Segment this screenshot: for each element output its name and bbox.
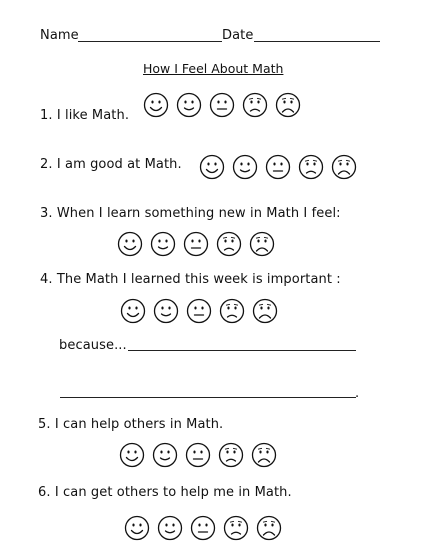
question-2-text: 2. I am good at Math. [40, 157, 182, 172]
very-sad-face-icon[interactable] [256, 515, 282, 541]
question-6-faces [124, 515, 282, 541]
question-6-text: 6. I can get others to help me in Math. [38, 485, 292, 500]
very-sad-face-icon[interactable] [249, 231, 275, 257]
happy-face-icon[interactable] [152, 442, 178, 468]
very-sad-face-icon[interactable] [331, 154, 357, 180]
very-happy-face-icon[interactable] [120, 298, 146, 324]
date-field-line[interactable] [254, 41, 380, 42]
neutral-face-icon[interactable] [265, 154, 291, 180]
neutral-face-icon[interactable] [183, 231, 209, 257]
question-1-faces [143, 92, 301, 118]
question-4-text: 4. The Math I learned this week is important : [40, 272, 341, 287]
happy-face-icon[interactable] [176, 92, 202, 118]
very-happy-face-icon[interactable] [143, 92, 169, 118]
sad-face-icon[interactable] [218, 442, 244, 468]
question-2-faces [199, 154, 357, 180]
question-5-faces [119, 442, 277, 468]
very-sad-face-icon[interactable] [251, 442, 277, 468]
happy-face-icon[interactable] [232, 154, 258, 180]
because-label: because... [59, 338, 127, 353]
sad-face-icon[interactable] [298, 154, 324, 180]
neutral-face-icon[interactable] [209, 92, 235, 118]
neutral-face-icon[interactable] [186, 298, 212, 324]
very-happy-face-icon[interactable] [117, 231, 143, 257]
end-period: . [355, 386, 360, 401]
question-5-text: 5. I can help others in Math. [38, 417, 224, 432]
happy-face-icon[interactable] [153, 298, 179, 324]
because-answer-line-1[interactable] [128, 350, 356, 351]
neutral-face-icon[interactable] [190, 515, 216, 541]
question-4-faces [120, 298, 278, 324]
because-answer-line-2[interactable] [60, 397, 356, 398]
sad-face-icon[interactable] [219, 298, 245, 324]
very-happy-face-icon[interactable] [124, 515, 150, 541]
name-label: Name [40, 28, 79, 43]
question-1-text: 1. I like Math. [40, 108, 130, 123]
very-happy-face-icon[interactable] [199, 154, 225, 180]
worksheet-title: How I Feel About Math [143, 61, 284, 76]
sad-face-icon[interactable] [242, 92, 268, 118]
name-field-line[interactable] [78, 41, 222, 42]
neutral-face-icon[interactable] [185, 442, 211, 468]
very-sad-face-icon[interactable] [275, 92, 301, 118]
sad-face-icon[interactable] [216, 231, 242, 257]
happy-face-icon[interactable] [157, 515, 183, 541]
date-label: Date [222, 28, 254, 43]
question-3-text: 3. When I learn something new in Math I feel: [40, 206, 341, 221]
sad-face-icon[interactable] [223, 515, 249, 541]
very-sad-face-icon[interactable] [252, 298, 278, 324]
question-3-faces [117, 231, 275, 257]
happy-face-icon[interactable] [150, 231, 176, 257]
very-happy-face-icon[interactable] [119, 442, 145, 468]
